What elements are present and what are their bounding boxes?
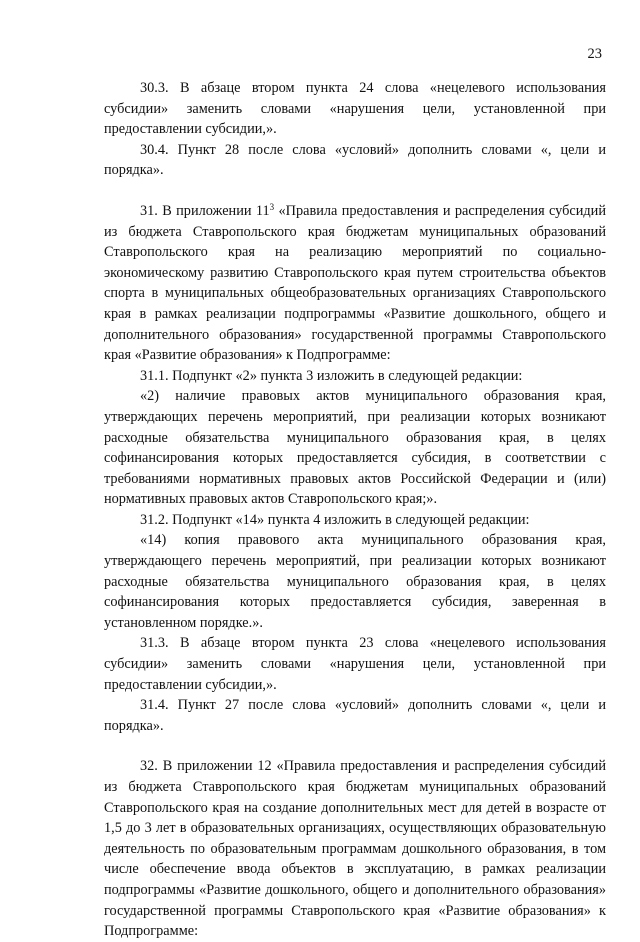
paragraph-31-lead: 31. В приложении 11 (140, 202, 270, 219)
paragraph-31 (104, 201, 606, 366)
paragraph-31-3: 31.3. В абзаце втором пункта 23 слова «нецелевого использования субсидии» заменить словами «нарушения цели, установленной при предоставлении субсидии,». (104, 635, 606, 693)
appendix-superscript: 3 (269, 201, 275, 212)
paragraph-31-2-text: «14) копия правового акта муниципального образования края, утверждающего перечень мероприятий, при реализации которых возникают расходные обязательства муниципального образования края, в целях софинансирования которых предоставляется субсидия, заверенная в установленном порядке.». (104, 532, 606, 631)
paragraph-31-1-text: «2) наличие правовых актов муниципального образования края, утверждающих перечень мероприятий, при реализации которых возникают расходные обязательства муниципального образования края, в целях софинансирования которых предоставляется субсидия, в соответствии с требованиями нормативных правовых актов Российской Федерации и (или) нормативных правовых актов Ставропольского края;». (104, 388, 606, 508)
paragraph-31-2: 31.2. Подпункт «14» пункта 4 изложить в следующей редакции: (140, 511, 530, 528)
paragraph-30-4: 30.4. Пункт 28 после слова «условий» дополнить словами «, цели и порядка». (104, 141, 606, 179)
document-body (104, 78, 606, 942)
paragraph-32: 32. В приложении 12 «Правила предоставления и распределения субсидий из бюджета Ставропольского края бюджетам муниципальных образований Ставропольского края на создание дополнительных мест для детей в возрасте от 1,5 до 3 лет в образовательных организациях, осуществляющих образовательную деятельность по образовательным программам дошкольного образования, в том числе обеспечение ввода объектов в эксплуатацию, в рамках реализации подпрограммы «Развитие дошкольного, общего и дополнительного образования» государственной программы Ставропольского края «Развитие образования» к Подпрограмме: (104, 758, 606, 940)
paragraph-31-text: «Правила предоставления и распределения субсидий из бюджета Ставропольского края бюджетам муниципальных образований Ставропольского края на реализацию мероприятий по социально-экономическому развитию Ставропольского края путем строительства объектов спорта в муниципальных общеобразовательных организациях Ставропольского края в рамках реализации подпрограммы «Развитие дошкольного, общего и дополнительного образования» государственной программы Ставропольского края «Развитие образования» к Подпрограмме: (104, 202, 606, 364)
section-gap (104, 181, 606, 201)
paragraph-31-4: 31.4. Пункт 27 после слова «условий» дополнить словами «, цели и порядка». (104, 697, 606, 734)
page-number: 23 (587, 46, 602, 62)
paragraph-30-3: 30.3. В абзаце втором пункта 24 слова «нецелевого использования субсидии» заменить словами «нарушения цели, установленной при предоставлении субсидии,». (104, 80, 606, 138)
paragraph-31-1: 31.1. Подпункт «2» пункта 3 изложить в следующей редакции: (140, 367, 523, 384)
section-gap (104, 736, 606, 756)
